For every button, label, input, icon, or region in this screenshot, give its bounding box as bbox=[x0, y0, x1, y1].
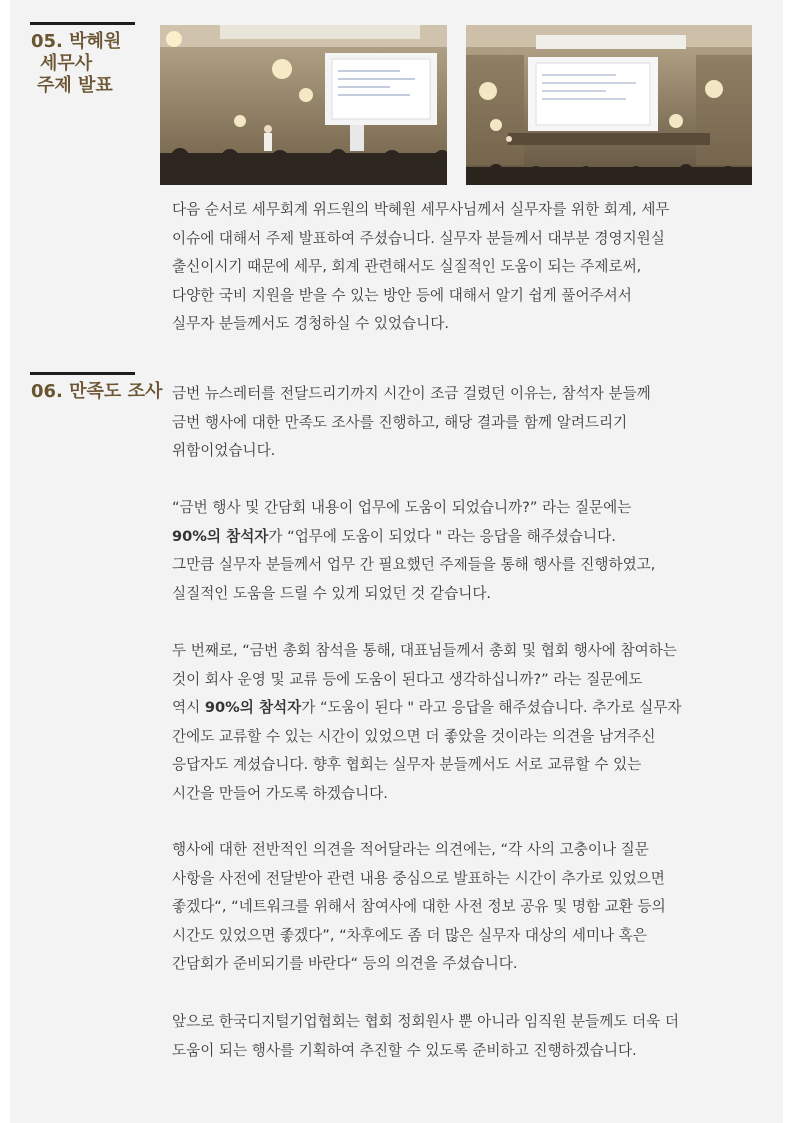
text-line: 실무자 분들께서도 경청하실 수 있었습니다. bbox=[172, 315, 449, 332]
text-line: 도움이 되는 행사를 기획하여 추진할 수 있도록 준비하고 진행하겠습니다. bbox=[172, 1041, 637, 1059]
text-line: 행사에 대한 전반적인 의견을 적어달라는 의견에는, “각 사의 고충이나 질문 bbox=[172, 841, 649, 858]
section-06-intro bbox=[172, 380, 747, 466]
text-span: 역시 bbox=[172, 699, 205, 716]
closing-paragraph bbox=[172, 1008, 747, 1065]
seminar-photo-1 bbox=[160, 25, 447, 185]
text-line: 다음 순서로 세무회계 위드원의 박혜원 세무사님께서 실무자를 위한 회계, 세무 bbox=[172, 201, 670, 218]
survey-question-2 bbox=[172, 637, 747, 808]
text-line: 두 번째로, “금번 총회 참석을 통해, 대표님들께서 총회 및 협회 행사에 참여하는 bbox=[172, 642, 677, 659]
text-line: 사항을 사전에 전달받아 관련 내용 중심으로 발표하는 시간이 추가로 있었으면 bbox=[172, 869, 665, 887]
text-line bbox=[172, 523, 747, 552]
text-line: 응답자도 계셨습니다. 향후 협회는 실무자 분들께서도 서로 교류할 수 있는 bbox=[172, 756, 642, 773]
text-line: 출신이시기 때문에 세무, 회계 관련해서도 실질적인 도움이 되는 주제로써, bbox=[172, 258, 642, 275]
section-05-heading-line2: 세무사 bbox=[40, 53, 93, 74]
survey-question-1 bbox=[172, 494, 747, 608]
text-line: 것이 회사 운영 및 교류 등에 도움이 된다고 생각하십니까?” 라는 질문에도 bbox=[172, 670, 643, 688]
seminar-photo-2 bbox=[466, 25, 752, 185]
text-line: 위함이었습니다. bbox=[172, 442, 276, 459]
text-line bbox=[172, 694, 747, 723]
text-line: 금번 행사에 대한 만족도 조사를 진행하고, 해당 결과를 함께 알려드리기 bbox=[172, 413, 628, 431]
text-line: “금번 행사 및 간담회 내용이 업무에 도움이 되었습니까?” 라는 질문에는 bbox=[172, 499, 632, 516]
text-line: 시간을 만들어 가도록 하겠습니다. bbox=[172, 784, 388, 802]
section-05-heading-line1: 05. 박혜원 bbox=[31, 31, 122, 52]
text-line: 앞으로 한국디지털기업협회는 협회 정회원사 뿐 아니라 임직원 분들께도 더욱 더 bbox=[172, 1013, 679, 1030]
text-line: 시간도 있었으면 좋겠다”, “차후에도 좀 더 많은 실무자 대상의 세미나 혹은 bbox=[172, 926, 647, 944]
text-line: 좋겠다“, “네트워크를 위해서 참여사에 대한 사전 정보 공유 및 명함 교환 등의 bbox=[172, 898, 666, 915]
text-line: 실질적인 도움을 드릴 수 있게 되었던 것 같습니다. bbox=[172, 584, 492, 602]
section-05-rule bbox=[30, 22, 135, 25]
text-line: 그만큼 실무자 분들께서 업무 간 필요했던 주제들을 통해 행사를 진행하였고, bbox=[172, 556, 656, 573]
text-span: 가 “도움이 된다 " 라고 응답을 해주셨습니다. 추가로 실무자 bbox=[301, 699, 682, 716]
text-line: 금번 뉴스레터를 전달드리기까지 시간이 조금 걸렸던 이유는, 참석자 분들께 bbox=[172, 385, 651, 402]
section-05-paragraph bbox=[172, 196, 747, 339]
highlight-90-percent: 90%의 참석자 bbox=[172, 527, 269, 545]
text-line: 다양한 국비 지원을 받을 수 있는 방안 등에 대해서 알기 쉽게 풀어주셔서 bbox=[172, 286, 632, 304]
section-05-heading-line3: 주제 발표 bbox=[37, 75, 113, 96]
text-line: 이슈에 대해서 주제 발표하여 주셨습니다. 실무자 분들께서 대부분 경영지원실 bbox=[172, 229, 665, 247]
section-06-heading: 06. 만족도 조사 bbox=[31, 381, 163, 402]
highlight-90-percent: 90%의 참석자 bbox=[204, 699, 302, 716]
section-06-rule bbox=[30, 372, 135, 375]
text-line: 간담회가 준비되기를 바란다“ 등의 의견을 주셨습니다. bbox=[172, 955, 518, 972]
section-05-heading bbox=[31, 31, 161, 97]
text-line: 간에도 교류할 수 있는 시간이 있었으면 더 좋았을 것이라는 의견을 남겨주신 bbox=[172, 727, 656, 745]
text-span: 가 “업무에 도움이 되었다 " 라는 응답을 해주셨습니다. bbox=[268, 527, 616, 545]
survey-opinions bbox=[172, 836, 747, 979]
